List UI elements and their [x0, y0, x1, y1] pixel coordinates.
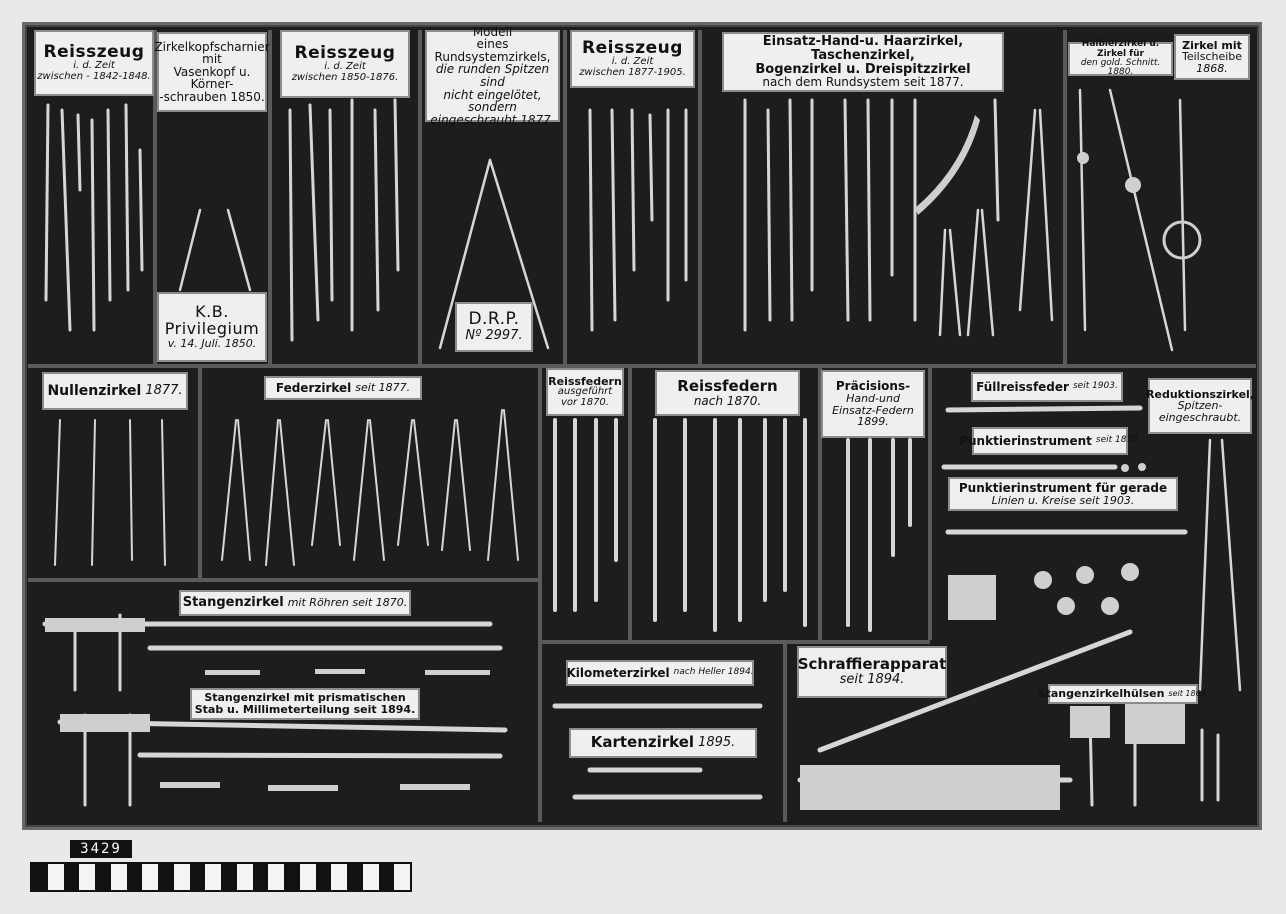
- scale-bar: [30, 862, 412, 892]
- label-einsatz-line3: nach dem Rundsystem seit 1877.: [762, 75, 964, 90]
- label-zirkelkopf-line1: Zirkelkopfscharnier: [154, 39, 270, 54]
- label-einsatz-line2: Bogenzirkel u. Dreispitzzirkel: [755, 61, 971, 77]
- inventory-number: 3429: [70, 840, 132, 858]
- label-reisszeug-1842-line3: zwischen - 1842-1848.: [37, 70, 151, 82]
- label-modell-line5: eingeschraubt 1877.: [430, 112, 555, 127]
- label-reisszeug-1850-line3: zwischen 1850-1876.: [291, 71, 399, 83]
- label-kb-line3: v. 14. Juli. 1850.: [167, 337, 257, 351]
- label-einsatz-handzirkel: [722, 32, 1004, 92]
- label-drp-line1: D.R.P.: [468, 309, 520, 330]
- label-kb-privilegium: [157, 292, 267, 362]
- label-praezision-line4: 1899.: [857, 415, 889, 429]
- label-reissfedern-nach-1870: [655, 370, 800, 416]
- label-praezision-line1: Präcisions-: [835, 379, 911, 394]
- label-reduktion-line3: eingeschraubt.: [1158, 410, 1242, 424]
- label-reisszeug-1877-title: Reisszeug: [582, 37, 683, 58]
- label-drp: [455, 302, 533, 352]
- label-schraffierapparat: [797, 646, 947, 698]
- label-zirkelkopf-line4: -schrauben 1850.: [159, 89, 265, 104]
- label-reissfedern2-line2: nach 1870.: [693, 393, 762, 408]
- label-zirkelkopfscharnier: [154, 32, 270, 112]
- label-stangen2-line2: Stab u. Millimeterteilung seit 1894.: [194, 703, 416, 716]
- label-fuellreissfeder: [971, 372, 1123, 402]
- label-punktierinstrument-1872: [959, 427, 1141, 455]
- label-nullen-name: Nullenzirkel: [47, 382, 142, 399]
- label-reisszeug-1842-line2: i. d. Zeit: [73, 60, 115, 72]
- label-reissfedern1-line2: ausgeführt: [557, 386, 613, 398]
- label-reisszeug-1842-title: Reisszeug: [43, 41, 145, 62]
- label-reisszeug-1877-line2: i. d. Zeit: [611, 56, 654, 68]
- label-halbier-line2: den gold. Schnitt. 1880.: [1080, 58, 1161, 78]
- label-kb-line1: K.B.: [195, 302, 229, 322]
- label-drp-line2: Nº 2997.: [465, 328, 523, 344]
- label-modell-line4: nicht eingelötet, sondern: [443, 87, 542, 115]
- label-reisszeug-1877: [570, 30, 695, 88]
- label-stangenzirkel-prismatisch: [190, 688, 420, 720]
- label-modell-line1: Modell: [472, 24, 513, 39]
- label-stangenzirkelhuelsen: [1037, 684, 1209, 704]
- label-reduktion-line1: Reduktionszirkel,: [1146, 387, 1254, 401]
- label-praezisions-federn: [821, 370, 925, 438]
- label-punktierinstrument-1903: [948, 477, 1178, 511]
- label-huelsen-name: Stangenzirkelhülsen: [1037, 687, 1165, 701]
- label-fuell-year: seit 1903.: [1072, 381, 1118, 392]
- label-reduktion-line2: Spitzen-: [1177, 399, 1223, 413]
- label-zirkel-teilscheibe: [1174, 34, 1250, 80]
- label-reisszeug-1877-line3: zwischen 1877-1905.: [579, 66, 686, 78]
- label-schraffier-line2: seit 1894.: [839, 672, 905, 688]
- label-feder-name: Federzirkel: [275, 380, 352, 395]
- label-punkt1-name: Punktierinstrument: [959, 433, 1092, 448]
- label-federzirkel: [264, 376, 422, 400]
- label-halbier-line1: Halbierzirkel u. Zirkel für: [1081, 39, 1160, 59]
- label-modell-line2: eines Rundsystemzirkels,: [434, 37, 551, 64]
- label-reisszeug-1850-title: Reisszeug: [294, 42, 396, 63]
- label-reissfedern1-line3: vor 1870.: [561, 396, 609, 408]
- label-punkt1-year: seit 1872.: [1095, 435, 1141, 446]
- label-reissfedern-vor-1870: [546, 368, 624, 416]
- label-kilometerzirkel: [566, 660, 754, 686]
- label-halbierzirkel: [1068, 39, 1173, 78]
- label-modell: [425, 24, 560, 127]
- label-reduktionszirkel: [1148, 378, 1252, 434]
- label-zirkelkopf-line2: mit: [202, 52, 222, 67]
- label-stangen1-desc: mit Röhren seit 1870.: [287, 596, 408, 610]
- label-huelsen-year: seit 1863.: [1168, 688, 1209, 698]
- label-stangen2-line1: Stangenzirkel mit prismatischen: [204, 691, 406, 705]
- label-teilscheibe-line3: 1868.: [1196, 61, 1228, 75]
- label-kilometer-name: Kilometerzirkel: [566, 665, 670, 680]
- label-karten-name: Kartenzirkel: [590, 733, 695, 752]
- label-punkt2-line1: Punktierinstrument für gerade: [958, 480, 1168, 495]
- label-nullenzirkel: [42, 372, 188, 410]
- label-karten-year: 1895.: [698, 735, 736, 751]
- label-fuell-name: Füllreissfeder: [976, 379, 1069, 394]
- label-stangen1-name: Stangenzirkel: [182, 595, 284, 611]
- label-reissfedern2-line1: Reissfedern: [677, 376, 778, 395]
- label-nullen-year: 1877.: [145, 383, 183, 399]
- label-zirkelkopf-line3: Vasenkopf u. Körner-: [173, 64, 251, 92]
- label-teilscheibe-line1: Zirkel mit: [1182, 38, 1242, 52]
- label-kilometer-desc: nach Heller 1894.: [673, 667, 754, 678]
- label-schraffier-line1: Schraffierapparat: [797, 655, 947, 674]
- label-reisszeug-1850-line2: i. d. Zeit: [324, 61, 366, 73]
- label-reisszeug-1850: [280, 30, 410, 98]
- label-kb-line2: Privilegium: [164, 319, 260, 339]
- label-teilscheibe-line2: Teilscheibe: [1181, 50, 1243, 64]
- label-reisszeug-1842: [34, 30, 154, 96]
- label-kartenzirkel: [569, 728, 757, 758]
- label-punkt2-line2: Linien u. Kreise seit 1903.: [991, 493, 1135, 507]
- label-stangenzirkel-roehren: [179, 590, 411, 616]
- label-reissfedern1-line1: Reissfedern: [548, 374, 622, 388]
- label-praezision-line2: Hand-und: [846, 391, 900, 405]
- label-feder-year: seit 1877.: [355, 381, 411, 395]
- label-modell-line3: die runden Spitzen sind: [435, 62, 550, 89]
- label-einsatz-line1: Einsatz-Hand-u. Haarzirkel, Taschenzirkel,: [762, 34, 964, 63]
- label-praezision-line3: Einsatz-Federn: [832, 403, 914, 417]
